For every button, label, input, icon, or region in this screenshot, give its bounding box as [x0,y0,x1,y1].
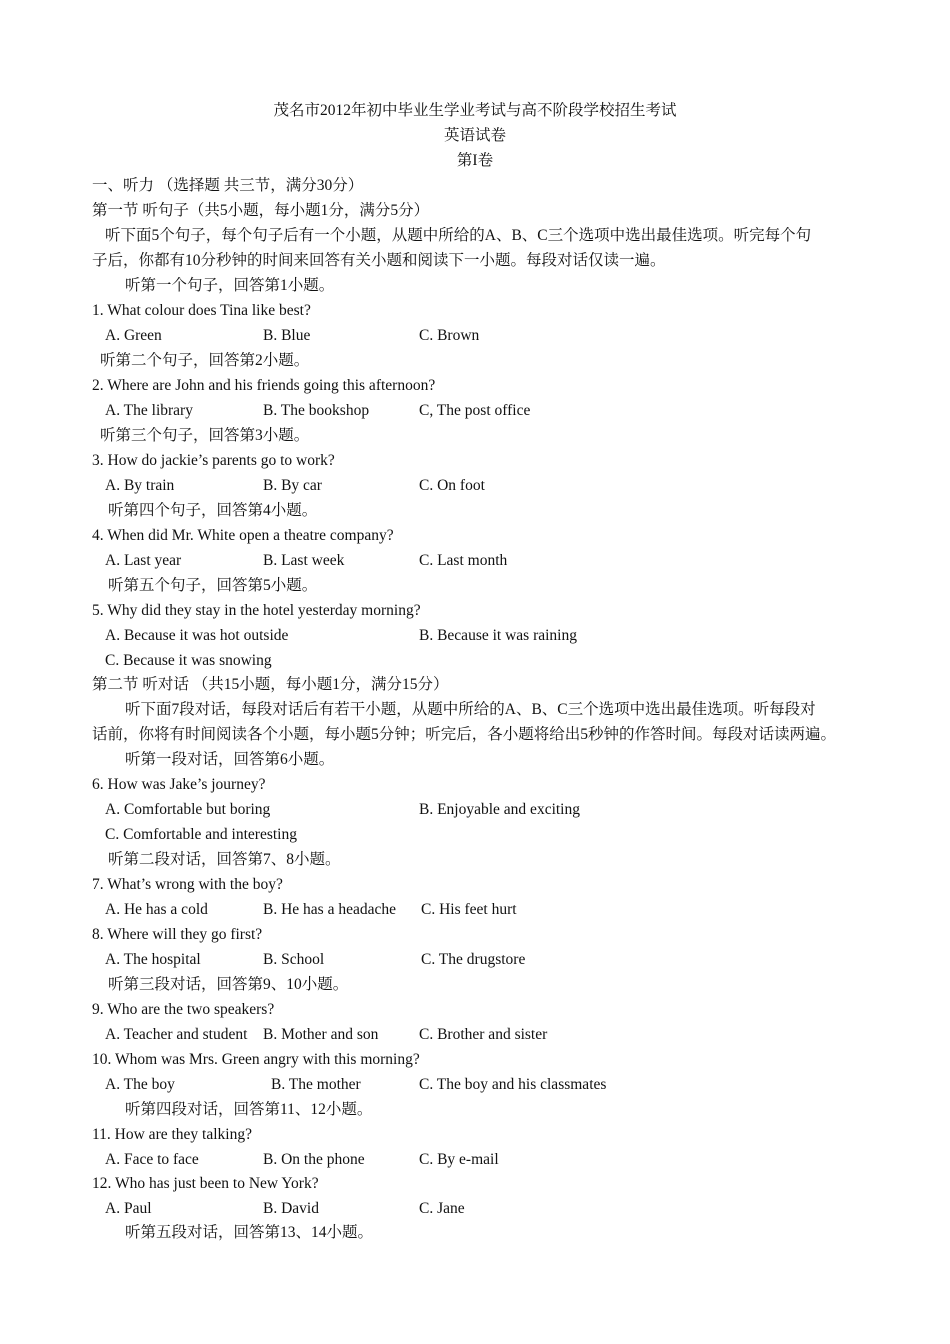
option-a[interactable]: A. Paul [105,1200,152,1217]
option-b[interactable]: B. By car [263,477,322,494]
option-c[interactable]: C. The boy and his classmates [419,1076,607,1093]
option-c[interactable]: C. Brother and sister [419,1026,548,1043]
listening-prompt: 听第五段对话，回答第13、14小题。 [125,1224,374,1241]
option-b[interactable]: B. The bookshop [263,402,370,419]
listening-prompt: 听第四个句子，回答第4小题。 [108,502,318,519]
listening-prompt: 听第一个句子，回答第1小题。 [125,277,335,294]
option-a[interactable]: A. Green [105,327,162,344]
question-stem: 7. What’s wrong with the boy? [92,876,283,893]
listening-prompt: 听第四段对话，回答第11、12小题。 [125,1101,373,1118]
part1-instruction-line2: 子后，你都有10分秒钟的时间来回答有关小题和阅读下一小题。每段对话仅读一遍。 [92,252,666,269]
exam-title: 茂名市2012年初中毕业生学业考试与高不阶段学校招生考试 [273,102,677,119]
option-c[interactable]: C. Brown [419,327,480,344]
option-a[interactable]: A. The boy [105,1076,175,1093]
option-a[interactable]: A. He has a cold [105,901,208,918]
question-stem: 6. How was Jake’s journey? [92,776,266,793]
option-b[interactable]: B. School [263,951,325,968]
option-b[interactable]: B. Last week [263,552,345,569]
part2-instruction-line1: 听下面7段对话，每段对话后有若干小题，从题中所给的A、B、C三个选项中选出最佳选项。听每段对 [125,701,816,718]
option-c[interactable]: C. On foot [419,477,485,494]
question-stem: 11. How are they talking? [92,1126,252,1143]
subject-title: 英语试卷 [443,127,506,144]
option-b[interactable]: B. Mother and son [263,1026,379,1043]
listening-prompt: 听第二个句子，回答第2小题。 [100,352,310,369]
option-c[interactable]: C. Comfortable and interesting [105,826,297,843]
question-stem: 3. How do jackie’s parents go to work? [92,452,335,469]
listening-prompt: 听第五个句子，回答第5小题。 [108,577,318,594]
volume-title: 第I卷 [456,152,494,169]
listening-prompt: 听第一段对话，回答第6小题。 [125,751,335,768]
question-stem: 8. Where will they go first? [92,926,263,943]
question-stem: 1. What colour does Tina like best? [92,302,311,319]
option-b[interactable]: B. Because it was raining [419,627,577,644]
question-stem: 4. When did Mr. White open a theatre company? [92,527,394,544]
option-b[interactable]: B. Enjoyable and exciting [419,801,580,818]
option-a[interactable]: A. The library [105,402,193,419]
option-b[interactable]: B. Blue [263,327,311,344]
option-a[interactable]: A. Because it was hot outside [105,627,289,644]
listening-prompt: 听第二段对话，回答第7、8小题。 [108,851,341,868]
option-c[interactable]: C. His feet hurt [421,901,517,918]
part2-instruction-line2: 话前，你将有时间阅读各个小题，每小题5分钟；听完后，各小题将给出5秒钟的作答时间。每段对话读两遍。 [92,726,837,743]
option-c[interactable]: C, The post office [419,402,531,419]
option-c[interactable]: C. Because it was snowing [105,652,272,669]
option-b[interactable]: B. He has a headache [263,901,396,918]
question-stem: 2. Where are John and his friends going this afternoon? [92,377,436,394]
part2-heading: 第二节 听对话 （共15小题，每小题1分，满分15分） [92,676,449,693]
listening-prompt: 听第三个句子，回答第3小题。 [100,427,310,444]
section-heading: 一、听力 （选择题 共三节，满分30分） [92,177,364,194]
option-b[interactable]: B. On the phone [263,1151,365,1168]
option-a[interactable]: A. Face to face [105,1151,199,1168]
option-a[interactable]: A. Last year [105,552,182,569]
option-c[interactable]: C. Last month [419,552,508,569]
listening-prompt: 听第三段对话，回答第9、10小题。 [108,976,349,993]
part1-heading: 第一节 听句子（共5小题，每小题1分，满分5分） [92,202,430,219]
option-c[interactable]: C. By e-mail [419,1151,499,1168]
option-a[interactable]: A. The hospital [105,951,201,968]
option-a[interactable]: A. By train [105,477,175,494]
question-stem: 5. Why did they stay in the hotel yesterday morning? [92,602,421,619]
question-stem: 12. Who has just been to New York? [92,1175,319,1192]
option-a[interactable]: A. Comfortable but boring [105,801,271,818]
question-stem: 9. Who are the two speakers? [92,1001,275,1018]
option-b[interactable]: B. David [263,1200,319,1217]
option-b[interactable]: B. The mother [271,1076,361,1093]
option-c[interactable]: C. Jane [419,1200,465,1217]
part1-instruction-line1: 听下面5个句子，每个句子后有一个小题，从题中所给的A、B、C三个选项中选出最佳选项。听完每个句 [105,227,812,244]
option-c[interactable]: C. The drugstore [421,951,526,968]
question-stem: 10. Whom was Mrs. Green angry with this morning? [92,1051,420,1068]
option-a[interactable]: A. Teacher and student [105,1026,248,1043]
